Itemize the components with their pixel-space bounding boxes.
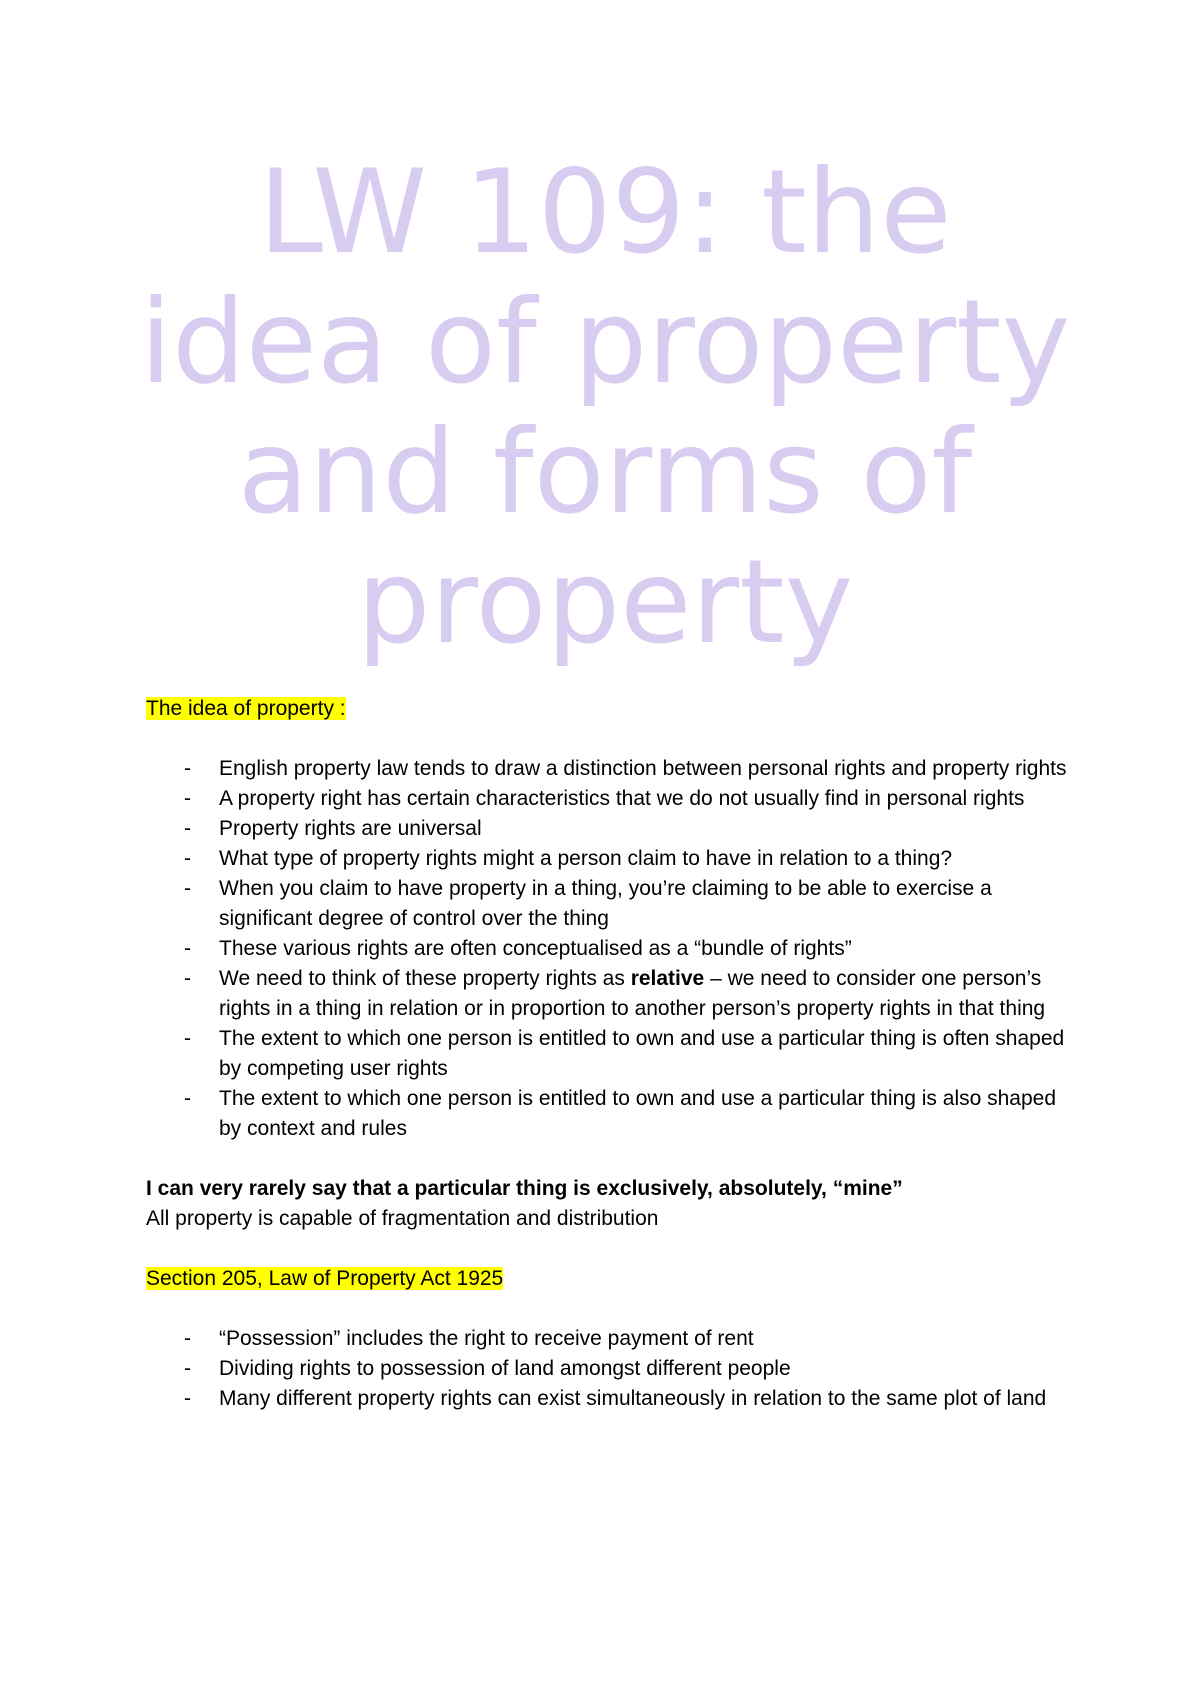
dash-bullet: - [184,877,191,900]
list-item [146,754,1076,784]
list-item-text: What type of property rights might a person claim to have in relation to a thing? [219,847,953,870]
key-statement: I can very rarely say that a particular thing is exclusively, absolutely, “mine” [146,1177,903,1200]
list-item-text: Property rights are universal [219,817,482,840]
list-item [146,1354,1076,1384]
list-item-text: “Possession” includes the right to receive payment of rent [219,1327,754,1350]
dash-bullet: - [184,787,191,810]
document-title [120,145,1090,670]
supporting-statement: All property is capable of fragmentation and distribution [146,1207,659,1230]
highlighted-heading-text: The idea of property : [146,697,346,720]
dash-bullet: - [184,1087,191,1110]
title-line: and forms of [237,405,973,540]
dash-bullet: - [184,937,191,960]
idea-of-property-list [146,754,1076,1144]
list-item-text: The extent to which one person is entitled to own and use a particular thing is also shaped by context and rules [219,1087,1057,1140]
emphasis-relative: relative [630,967,705,990]
list-item [146,1024,1076,1084]
section-heading-section-205 [146,1264,1076,1294]
list-item [146,934,1076,964]
dash-bullet: - [184,1357,191,1380]
dash-bullet: - [184,847,191,870]
list-item-text-before: We need to think of these property rights as [219,967,631,990]
dash-bullet: - [184,967,191,990]
list-item [146,1084,1076,1144]
dash-bullet: - [184,1387,191,1410]
dash-bullet: - [184,757,191,780]
list-item [146,784,1076,814]
list-item-text: Dividing rights to possession of land amongst different people [219,1357,791,1380]
dash-bullet: - [184,1027,191,1050]
list-item [146,1384,1076,1414]
document-body [146,694,1076,1414]
section-205-list [146,1324,1076,1414]
list-item-text: When you claim to have property in a thing, you’re claiming to be able to exercise a significant degree of control over the thing [219,877,992,930]
list-item-text-after: – we need to consider one person’s rights in a thing in relation or in proportion to another person’s property rights in that thing [219,967,1046,1020]
list-item [146,814,1076,844]
dash-bullet: - [184,1327,191,1350]
title-line: property [356,535,854,670]
spacer [146,1294,1076,1324]
list-item [146,964,1076,1024]
section-heading-idea-of-property [146,694,1076,724]
spacer [146,1144,1076,1174]
list-item [146,874,1076,934]
spacer [146,724,1076,754]
spacer [146,1234,1076,1264]
list-item-text: English property law tends to draw a distinction between personal rights and property rights [219,757,1067,780]
list-item [146,844,1076,874]
list-item-text: Many different property rights can exist simultaneously in relation to the same plot of land [219,1387,1047,1410]
list-item-text: These various rights are often conceptualised as a “bundle of rights” [219,937,852,960]
list-item [146,1324,1076,1354]
highlighted-heading-text: Section 205, Law of Property Act 1925 [146,1267,504,1290]
list-item-text: The extent to which one person is entitled to own and use a particular thing is often shaped by competing user rights [219,1027,1065,1080]
title-line: idea of property [139,275,1071,410]
list-item-text: A property right has certain characteristics that we do not usually find in personal rights [219,787,1025,810]
title-line: LW 109: the [258,145,952,280]
dash-bullet: - [184,817,191,840]
